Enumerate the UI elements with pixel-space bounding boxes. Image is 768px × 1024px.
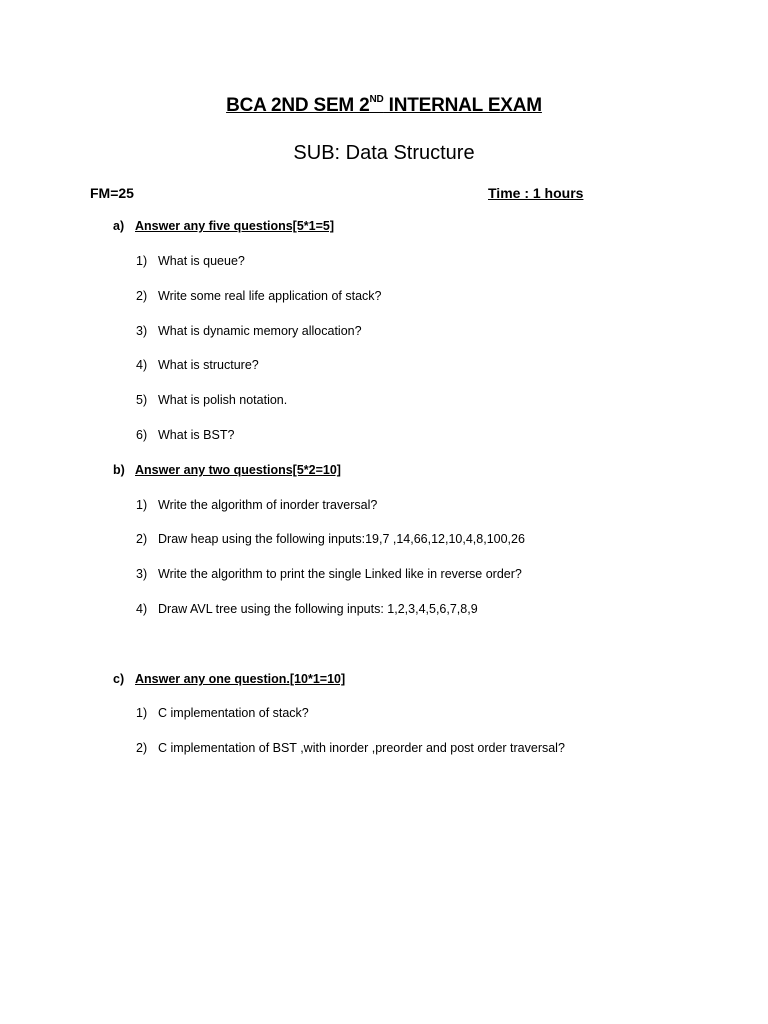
question-text: What is structure? (158, 358, 259, 372)
question-text: What is queue? (158, 254, 245, 268)
full-marks: FM=25 (90, 185, 134, 201)
question-item (136, 706, 309, 720)
section-marker: c) (113, 672, 125, 686)
question-number: 3) (136, 567, 148, 581)
question-item (136, 741, 565, 755)
question-number: 4) (136, 358, 148, 372)
exam-title-superscript: ND (369, 94, 384, 105)
question-text: What is polish notation. (158, 393, 288, 407)
question-item (136, 289, 381, 303)
question-item (136, 324, 362, 338)
question-item (136, 532, 525, 546)
question-item (136, 602, 478, 616)
question-number: 1) (136, 254, 148, 268)
exam-title-main: BCA 2ND SEM 2 (226, 95, 370, 116)
subject-line: SUB: Data Structure (293, 142, 475, 164)
question-text: Write the algorithm of inorder traversal? (158, 498, 378, 512)
exam-title-rest: INTERNAL EXAM (383, 95, 542, 116)
section-a-heading (113, 219, 334, 233)
section-heading-text: Answer any two questions[5*2=10] (135, 463, 341, 477)
question-text: Write the algorithm to print the single Linked like in reverse order? (158, 567, 522, 581)
question-number: 4) (136, 602, 148, 616)
section-heading-text: Answer any one question.[10*1=10] (135, 672, 346, 686)
section-c-heading (113, 672, 345, 686)
question-item (136, 393, 287, 407)
question-number: 2) (136, 532, 148, 546)
question-item (136, 567, 522, 581)
question-text: C implementation of stack? (158, 706, 309, 720)
question-item (136, 428, 234, 442)
question-item (136, 358, 259, 372)
exam-time: Time : 1 hours (488, 185, 584, 201)
question-item (136, 498, 377, 512)
question-text: What is dynamic memory allocation? (158, 324, 362, 338)
section-marker: a) (113, 219, 125, 233)
section-marker: b) (113, 463, 125, 477)
question-number: 3) (136, 324, 148, 338)
exam-title (0, 95, 768, 117)
question-text: Draw heap using the following inputs:19,7 ,14,66,12,10,4,8,100,26 (158, 532, 525, 546)
question-text: What is BST? (158, 428, 235, 442)
question-number: 5) (136, 393, 148, 407)
question-text: C implementation of BST ,with inorder ,preorder and post order traversal? (158, 741, 565, 755)
question-number: 2) (136, 289, 148, 303)
question-number: 6) (136, 428, 148, 442)
question-number: 1) (136, 498, 148, 512)
question-text: Draw AVL tree using the following inputs: 1,2,3,4,5,6,7,8,9 (158, 602, 478, 616)
section-heading-text: Answer any five questions[5*1=5] (135, 219, 335, 233)
question-number: 1) (136, 706, 148, 720)
question-item (136, 254, 245, 268)
question-number: 2) (136, 741, 148, 755)
section-b-heading (113, 463, 341, 477)
question-text: Write some real life application of stack? (158, 289, 382, 303)
